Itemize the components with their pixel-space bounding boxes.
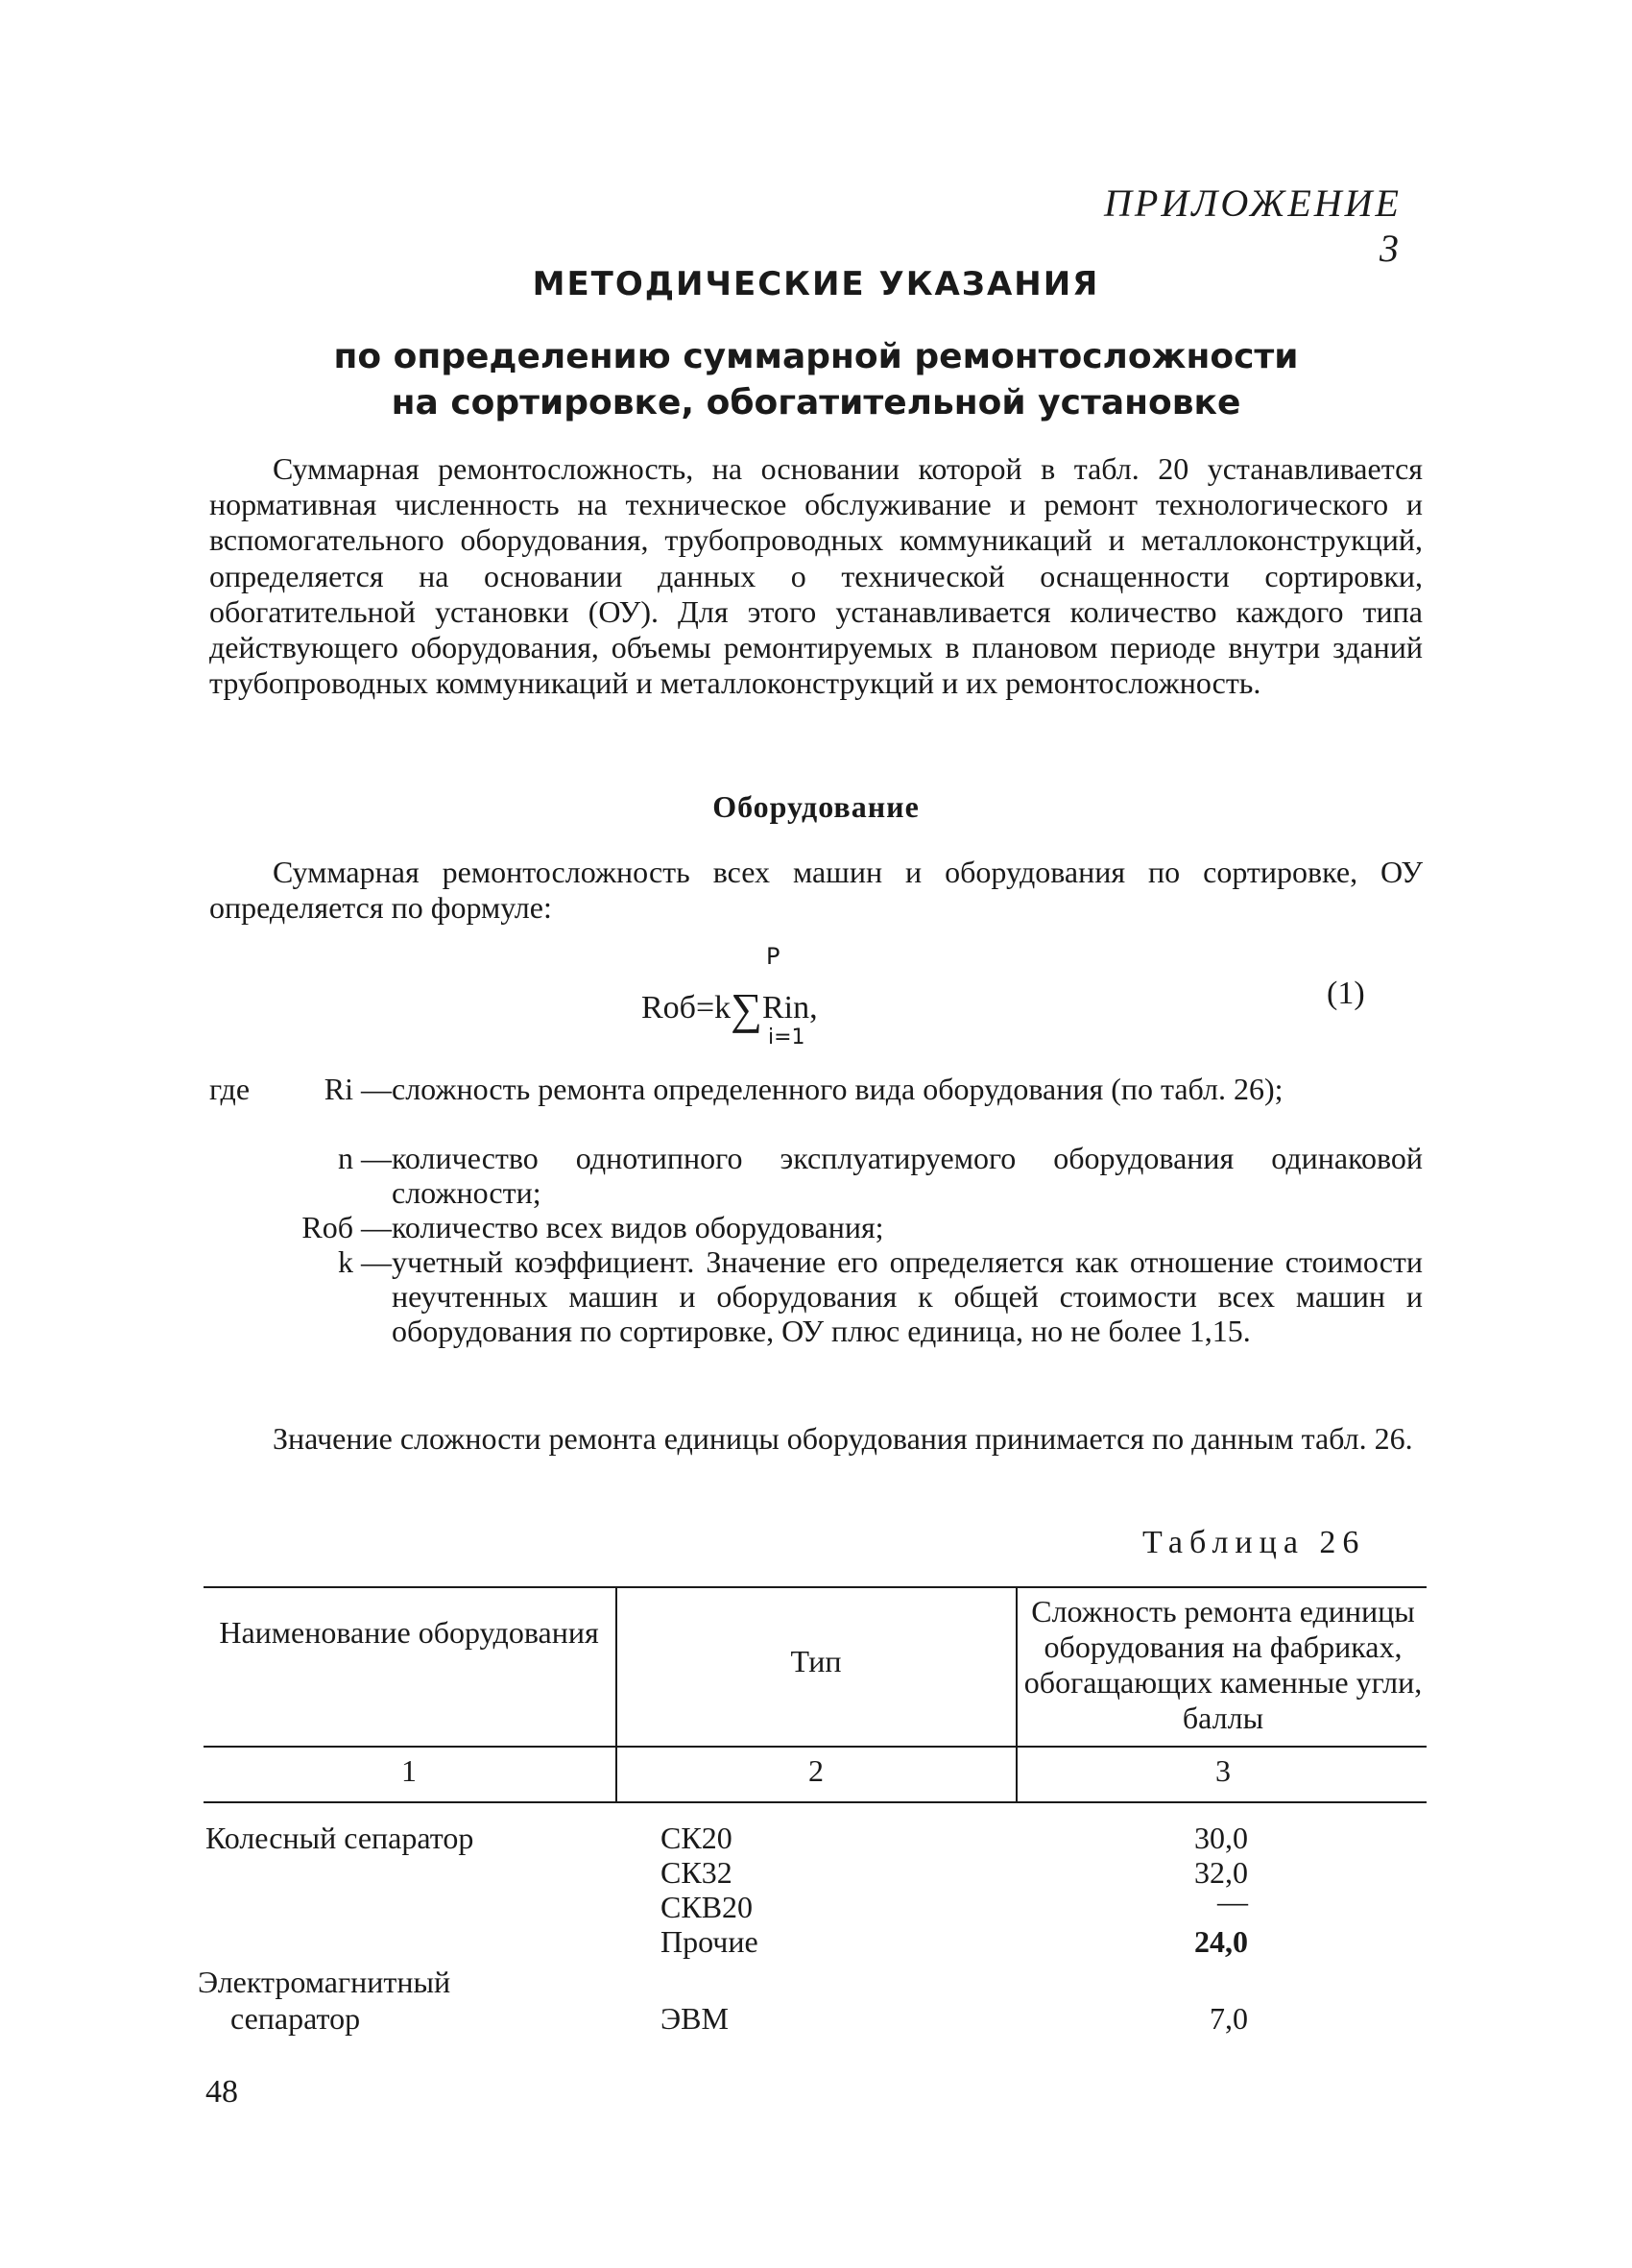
formula-equals: =: [695, 990, 715, 1025]
table-cell-value: 24,0: [1194, 1924, 1248, 1959]
table-cell-value: —: [1217, 1884, 1248, 1918]
document-title: МЕТОДИЧЕСКИЕ УКАЗАНИЯ: [532, 265, 1100, 303]
formula-term: Rin,: [761, 990, 818, 1025]
table-cell-value: 7,0: [1210, 2001, 1248, 2036]
table-header-complexity: Сложность ремонта единицы оборудования на фабриках, обогащающих каменные угли, баллы: [1023, 1594, 1423, 1735]
definition-dash: —: [361, 1072, 392, 1106]
table-column-number: 1: [401, 1753, 417, 1788]
table-intro-paragraph: Значение сложности ремонта единицы оборудования принимается по данным табл. 26.: [273, 1421, 1413, 1456]
table-column-divider: [615, 1586, 617, 1803]
sigma-icon: ∑: [731, 984, 762, 1033]
definition-symbol: Rоб: [301, 1210, 353, 1244]
table-cell-name: сепаратор: [230, 2001, 361, 2036]
table-cell-type: СК32: [660, 1855, 732, 1890]
table-cell-type: Прочие: [660, 1924, 758, 1959]
table-cell-value: 30,0: [1194, 1821, 1248, 1855]
table-top-rule: [204, 1586, 1427, 1588]
definition-text: сложность ремонта определенного вида оборудования (по табл. 26);: [392, 1072, 1284, 1106]
definition-symbol: k: [338, 1244, 353, 1279]
definition-text: учетный коэффициент. Значение его определяется как отношение стоимости неучтенных машин и оборудования к общей стоимости всех машин и оборудования по сортировке, ОУ плюс единица, но не более 1,15.: [392, 1244, 1423, 1348]
table-column-divider: [1016, 1586, 1018, 1803]
table-cell-type: ЭВМ: [660, 2001, 729, 2036]
intro-paragraph: Суммарная ремонтосложность, на основании которой в табл. 20 устанавливается нормативная численность на техническое обслуживание и ремонт технологического и вспомогательного оборудования, трубопроводных коммуникаций и металлоконструкций, определяется на основании данных о технической оснащенности сортировки, обогатительной установки (ОУ). Для этого устанавливается количество каждого типа действующего оборудования, объемы ремонтируемых в плановом периоде внутри зданий трубопроводных коммуникаций и металлоконструкций и их ремонтосложность.: [209, 451, 1423, 701]
table-column-number: 2: [808, 1753, 824, 1788]
definition-dash: —: [361, 1244, 392, 1279]
document-subtitle: [202, 334, 1430, 426]
appendix-label: ПРИЛОЖЕНИЕ 3: [1104, 181, 1402, 270]
formula-paragraph: Суммарная ремонтосложность всех машин и оборудования по сортировке, ОУ определяется по формуле:: [209, 855, 1423, 926]
table-numbers-rule: [204, 1801, 1427, 1803]
where-word: где: [209, 1072, 251, 1106]
formula-number: (1): [1327, 976, 1365, 1011]
formula-left: Rоб: [641, 990, 696, 1025]
definition-symbol: n: [338, 1141, 353, 1175]
table-cell-type: СК20: [660, 1821, 732, 1855]
table-header-type: Тип: [790, 1644, 842, 1678]
subtitle-line: по определению суммарной ремонтосложности: [333, 337, 1299, 376]
table-caption: Таблица 26: [1142, 1525, 1366, 1560]
definition-text: количество однотипного эксплуатируемого оборудования одинаковой сложности;: [392, 1141, 1423, 1210]
formula-lower-limit: i=1: [768, 1025, 805, 1050]
definition-dash: —: [361, 1141, 392, 1175]
page-number: 48: [205, 2074, 238, 2110]
subtitle-line: на сортировке, обогатительной установке: [391, 383, 1241, 422]
formula-upper-limit: P: [766, 943, 780, 970]
definition-text: количество всех видов оборудования;: [392, 1210, 884, 1244]
table-cell-name: Электромагнитный: [198, 1965, 451, 1999]
table-cell-name: Колесный сепаратор: [205, 1821, 474, 1855]
definition-dash: —: [361, 1210, 392, 1244]
formula-k: k: [714, 990, 732, 1025]
table-cell-type: СКВ20: [660, 1890, 754, 1924]
table-column-number: 3: [1215, 1753, 1231, 1788]
table-header-name: Наименование оборудования: [219, 1615, 599, 1650]
definition-symbol: Ri: [324, 1072, 353, 1106]
table-cell-value: 32,0: [1194, 1855, 1248, 1890]
formula: [641, 977, 818, 1033]
table-header-rule: [204, 1746, 1427, 1748]
section-title: Оборудование: [712, 789, 920, 824]
